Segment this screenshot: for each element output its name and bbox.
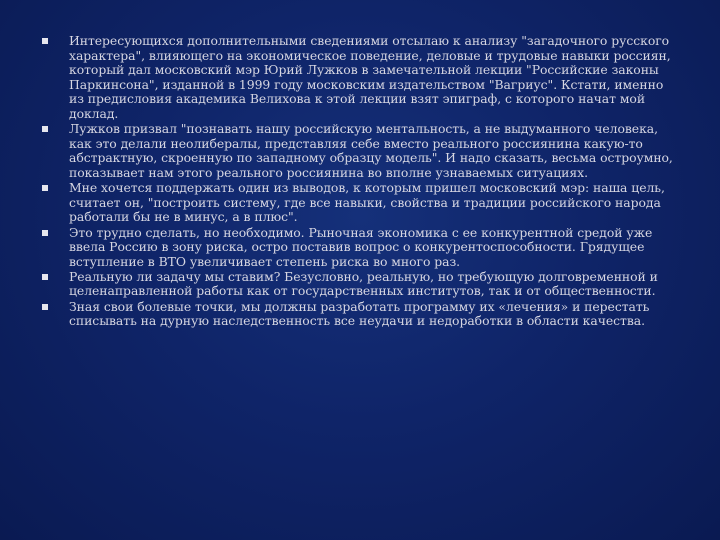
bullet-item [42, 300, 682, 329]
square-bullet-icon [42, 126, 48, 132]
bullet-text: Реальную ли задачу мы ставим? Безусловно, реальную, но требующую долговременной и целенаправленной работы как от государственных институтов, так и от общественности. [69, 268, 658, 299]
square-bullet-icon [42, 230, 48, 236]
bullet-item [42, 34, 682, 122]
square-bullet-icon [42, 274, 48, 280]
bullet-item [42, 122, 682, 180]
bullet-item [42, 270, 682, 299]
bullet-text: Лужков призвал "познавать нашу российскую ментальность, а не выдуманного человека, как это делали неолибералы, представляя себе вместо реального россиянина какую-то абстрактную, скроенную по западному образцу модель". И надо сказать, весьма остроумно, показывает нам этого реального россиянина во вполне узнаваемых ситуациях. [69, 121, 673, 180]
bullet-text: Зная свои болевые точки, мы должны разработать программу их «лечения» и перестать списывать на дурную наследственность все неудачи и недоработки в области качества. [69, 298, 650, 329]
bullet-text: Это трудно сделать, но необходимо. Рыночная экономика с ее конкурентной средой уже ввела Россию в зону риска, остро поставив вопрос о конкурентоспособности. Грядущее вступление в ВТО увеличивает степень риска во много раз. [69, 224, 653, 269]
bullet-text: Интересующихся дополнительными сведениями отсылаю к анализу "загадочного русского характера", влияющего на экономическое поведение, деловые и трудовые навыки россиян, который дал московский мэр Юрий Лужков в замечательной лекции "Российские законы Паркинсона", изданной в 1999 году московским издательством "Вагриус". Кстати, именно из предисловия академика Велихова к этой лекции взят эпиграф, с которого начат мой доклад. [69, 33, 671, 121]
bullet-text: Мне хочется поддержать один из выводов, к которым пришел московский мэр: наша цель, считает он, "построить систему, где все навыки, свойства и традиции российского народа работали бы не в минус, а в плюс". [69, 180, 665, 225]
bullet-item [42, 226, 682, 270]
square-bullet-icon [42, 38, 48, 44]
bullet-list [42, 34, 682, 329]
bullet-item [42, 181, 682, 225]
square-bullet-icon [42, 185, 48, 191]
square-bullet-icon [42, 304, 48, 310]
